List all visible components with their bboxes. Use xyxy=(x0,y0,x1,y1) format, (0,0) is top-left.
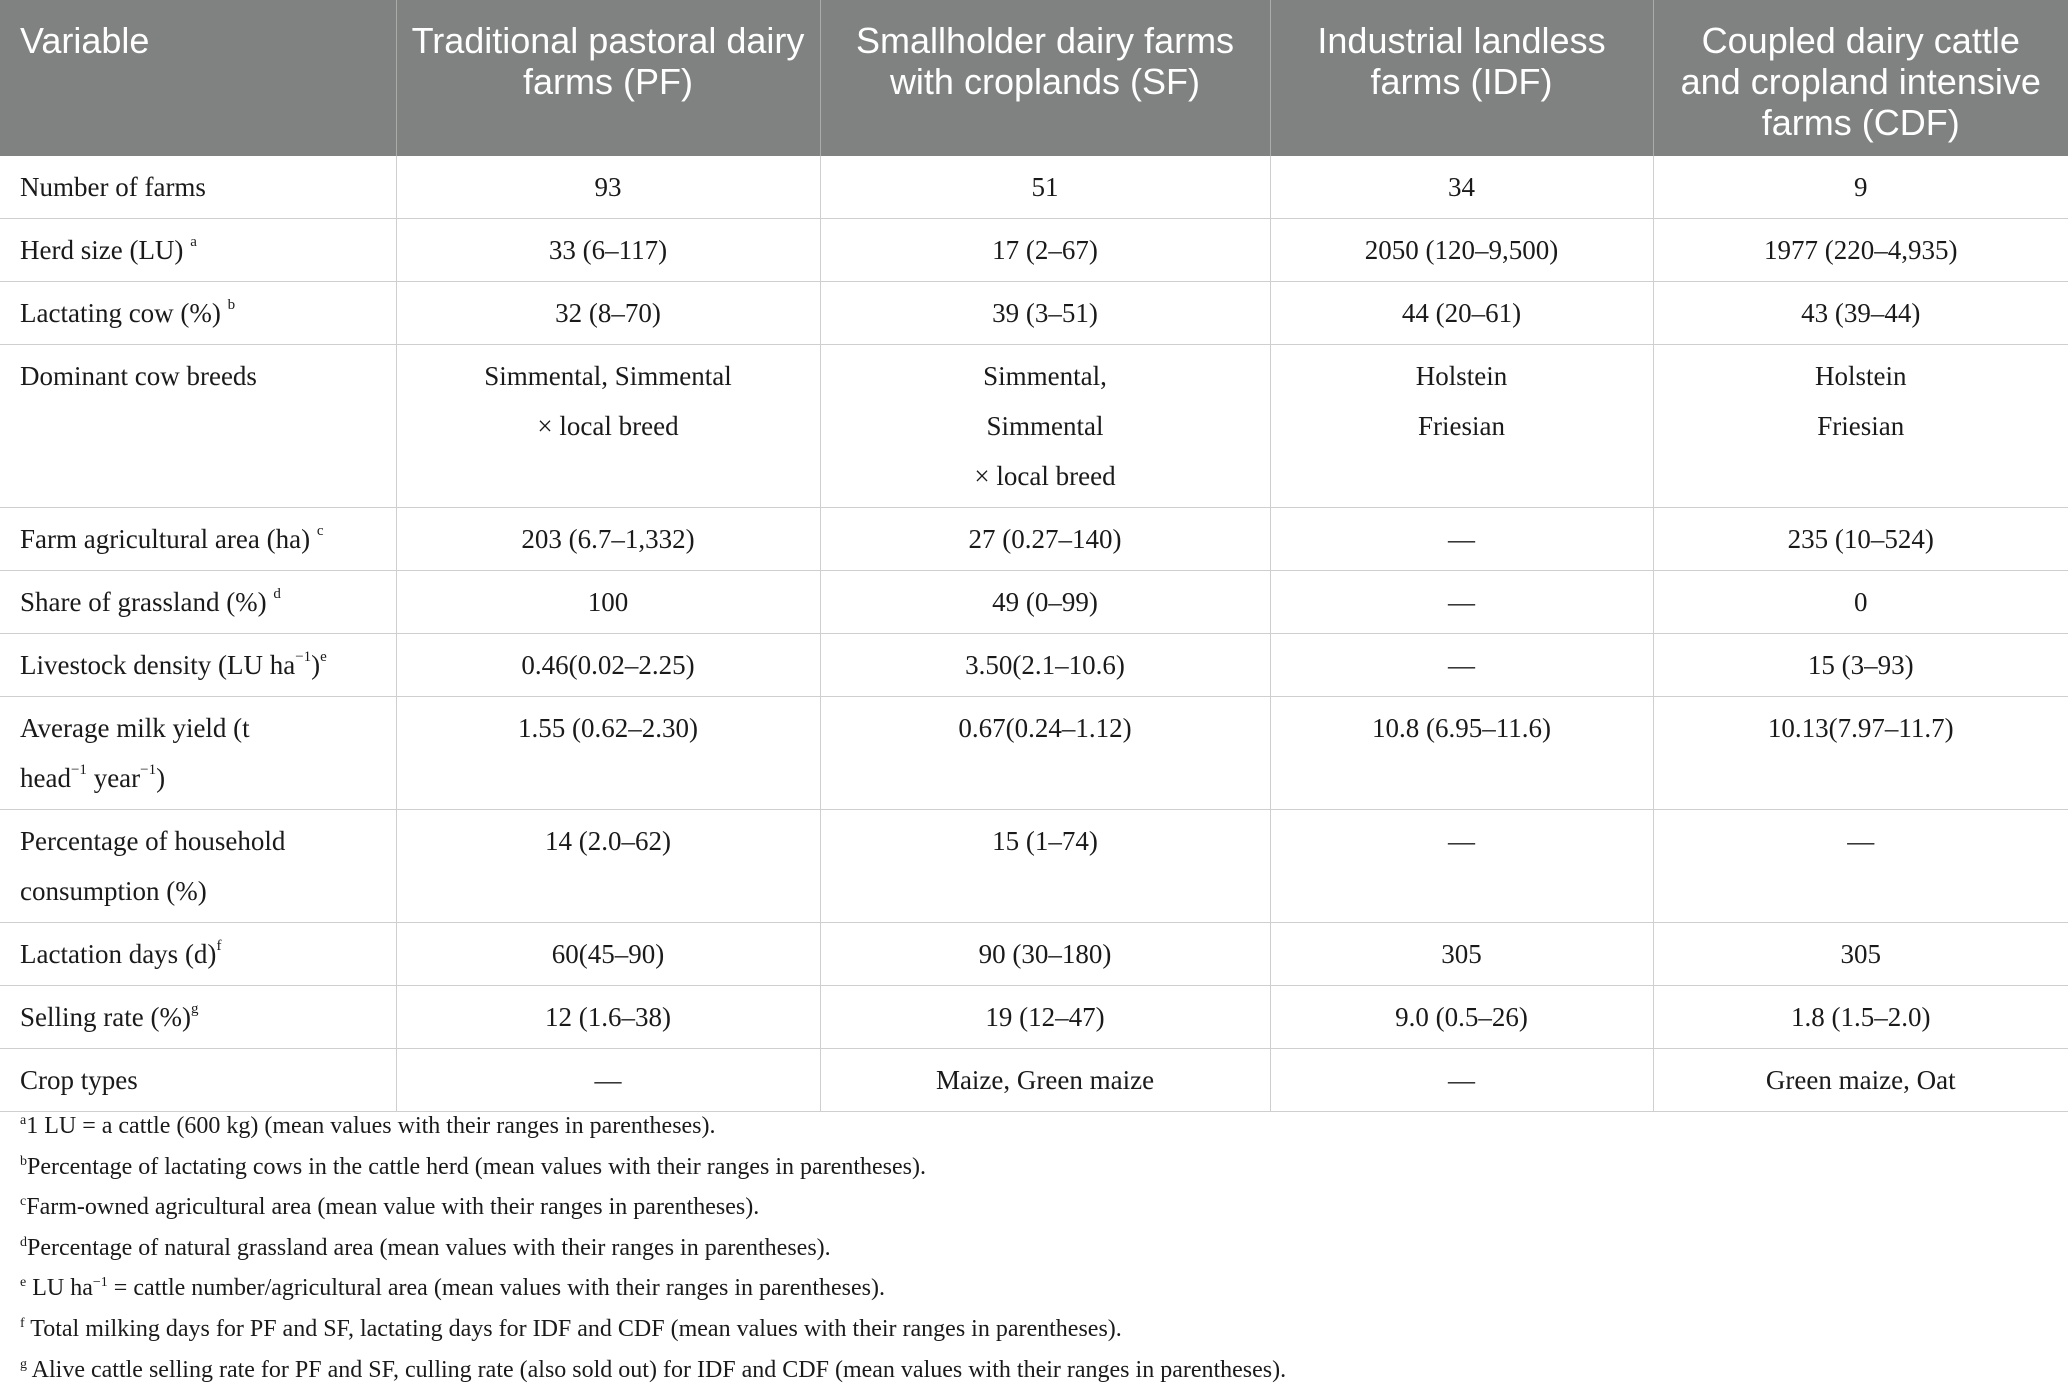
row-label-text: Crop types xyxy=(20,1065,138,1095)
row-label-text: Share of grassland (%) xyxy=(20,587,267,617)
table-row xyxy=(0,986,2068,1049)
header-text: Industrial landless farms (IDF) xyxy=(1317,20,1606,102)
table-cell: Holstein Friesian xyxy=(1653,345,2068,508)
header-pf xyxy=(396,0,820,156)
table-row xyxy=(0,634,2068,697)
table-cell: 27 (0.27–140) xyxy=(820,508,1270,571)
table-cell: 49 (0–99) xyxy=(820,571,1270,634)
row-label-text: Selling rate (%) xyxy=(20,1002,191,1032)
table-cell: 0 xyxy=(1653,571,2068,634)
row-label-text: Number of farms xyxy=(20,172,206,202)
footnote-mark: c xyxy=(20,1194,27,1210)
footnote-text: Farm-owned agricultural area (mean value with their ranges in parentheses). xyxy=(26,1194,760,1221)
table-cell: 2050 (120–9,500) xyxy=(1270,219,1653,282)
table-cell: 3.50(2.1–10.6) xyxy=(820,634,1270,697)
table-cell: 60(45–90) xyxy=(396,923,820,986)
footnote-text: 1 LU = a cattle (600 kg) (mean values with their ranges in parentheses). xyxy=(26,1113,716,1139)
footnote-text: Percentage of natural grassland area (mean values with their ranges in parentheses). xyxy=(27,1234,831,1261)
footnote-ref: c xyxy=(316,523,324,539)
header-sf xyxy=(820,0,1270,156)
row-label xyxy=(0,1049,396,1112)
table-cell: 19 (12–47) xyxy=(820,986,1270,1049)
table-cell: 1.8 (1.5–2.0) xyxy=(1653,986,2068,1049)
footnote-mark: d xyxy=(20,1234,27,1250)
header-cdf xyxy=(1653,0,2068,156)
footnote-mark: f xyxy=(20,1315,25,1331)
row-label xyxy=(0,219,396,282)
footnote xyxy=(20,1149,2050,1190)
table-cell: 203 (6.7–1,332) xyxy=(396,508,820,571)
table-cell: 1.55 (0.62–2.30) xyxy=(396,697,820,810)
footnote xyxy=(20,1108,2050,1149)
row-label-line2: consumption (%) xyxy=(20,876,207,906)
row-label xyxy=(0,810,396,923)
footnote-text: Total milking days for PF and SF, lactating days for IDF and CDF (mean values with their ranges in parentheses). xyxy=(24,1315,1122,1342)
table-cell: 10.13(7.97–11.7) xyxy=(1653,697,2068,810)
table-cell: 9 xyxy=(1653,156,2068,219)
table-cell: 0.46(0.02–2.25) xyxy=(396,634,820,697)
table-cell: 14 (2.0–62) xyxy=(396,810,820,923)
footnote-ref: d xyxy=(273,586,281,602)
row-label-text: Average milk yield (t xyxy=(20,713,250,743)
table-cell: 39 (3–51) xyxy=(820,282,1270,345)
row-label-text: Percentage of household xyxy=(20,826,286,856)
footnote-text: = cattle number/agricultural area (mean values with their ranges in parentheses). xyxy=(107,1275,885,1302)
row-label-text: Livestock density (LU ha xyxy=(20,650,296,680)
table-header-row xyxy=(0,0,2068,156)
header-variable xyxy=(0,0,396,156)
table-cell: 1977 (220–4,935) xyxy=(1653,219,2068,282)
table-cell: 15 (1–74) xyxy=(820,810,1270,923)
table-cell: — xyxy=(1270,810,1653,923)
row-label-text: Lactation days (d) xyxy=(20,939,217,969)
row-label-text: Herd size (LU) xyxy=(20,235,184,265)
table-cell: 17 (2–67) xyxy=(820,219,1270,282)
footnote-mark: a xyxy=(20,1113,27,1128)
table-cell: — xyxy=(1270,508,1653,571)
table-footnotes xyxy=(20,1108,2050,1392)
footnote-ref: a xyxy=(190,234,197,250)
table-row xyxy=(0,156,2068,219)
table-cell: 305 xyxy=(1653,923,2068,986)
table-row xyxy=(0,219,2068,282)
table-row xyxy=(0,810,2068,923)
table-cell: — xyxy=(1653,810,2068,923)
header-text: Variable xyxy=(20,20,150,61)
header-text: Smallholder dairy farms with croplands (SF) xyxy=(855,20,1235,102)
row-label-text: Lactating cow (%) xyxy=(20,298,221,328)
table-cell: — xyxy=(396,1049,820,1112)
footnote-text: Alive cattle selling rate for PF and SF, culling rate (also sold out) for IDF and CDF (mean values with their ranges in parentheses). xyxy=(27,1356,1287,1383)
row-label xyxy=(0,923,396,986)
table-cell: 305 xyxy=(1270,923,1653,986)
table-cell: — xyxy=(1270,571,1653,634)
row-label xyxy=(0,156,396,219)
footnote xyxy=(20,1270,2050,1311)
unit-exponent: −1 xyxy=(140,762,157,778)
footnote xyxy=(20,1352,2050,1392)
row-label xyxy=(0,634,396,697)
table-cell: — xyxy=(1270,634,1653,697)
row-label xyxy=(0,282,396,345)
row-label-line2: ) xyxy=(156,763,166,793)
footnote-mark: e xyxy=(20,1275,27,1291)
table-cell: 235 (10–524) xyxy=(1653,508,2068,571)
table-cell: 44 (20–61) xyxy=(1270,282,1653,345)
footnote-mark: b xyxy=(20,1153,27,1169)
table-cell: 51 xyxy=(820,156,1270,219)
table-cell: Simmental, Simmental × local breed xyxy=(396,345,820,508)
row-label-tail: ) xyxy=(311,650,321,680)
footnote xyxy=(20,1189,2050,1230)
footnote-text: Percentage of lactating cows in the cattle herd (mean values with their ranges in parentheses). xyxy=(27,1153,926,1180)
footnote-ref: f xyxy=(216,938,222,954)
table-row xyxy=(0,1049,2068,1112)
row-label-text: Farm agricultural area (ha) xyxy=(20,524,311,554)
table-row xyxy=(0,282,2068,345)
table-cell: Green maize, Oat xyxy=(1653,1049,2068,1112)
table-cell: Maize, Green maize xyxy=(820,1049,1270,1112)
table-row xyxy=(0,571,2068,634)
row-label-line2: head xyxy=(20,763,71,793)
unit-exponent: −1 xyxy=(70,762,87,778)
table-cell: 90 (30–180) xyxy=(820,923,1270,986)
table-cell: 43 (39–44) xyxy=(1653,282,2068,345)
table-cell: 32 (8–70) xyxy=(396,282,820,345)
header-text: Traditional pastoral dairy farms (PF) xyxy=(411,20,805,102)
footnote-ref: g xyxy=(190,1001,199,1017)
footnote xyxy=(20,1311,2050,1352)
table-cell: 33 (6–117) xyxy=(396,219,820,282)
table-cell: 12 (1.6–38) xyxy=(396,986,820,1049)
table-row xyxy=(0,345,2068,508)
table-row xyxy=(0,508,2068,571)
footnote-mark: g xyxy=(20,1356,27,1372)
footnote-ref: e xyxy=(320,649,327,665)
footnote xyxy=(20,1230,2050,1271)
table-cell: 9.0 (0.5–26) xyxy=(1270,986,1653,1049)
row-label-text: Dominant cow breeds xyxy=(20,361,257,391)
row-label-line2: year xyxy=(86,763,141,793)
table-cell: — xyxy=(1270,1049,1653,1112)
footnote-ref: b xyxy=(227,297,236,313)
header-idf xyxy=(1270,0,1653,156)
table-cell: Simmental, Simmental × local breed xyxy=(820,345,1270,508)
table-row xyxy=(0,923,2068,986)
table-cell: 34 xyxy=(1270,156,1653,219)
row-label xyxy=(0,697,396,810)
unit-exponent: −1 xyxy=(295,649,312,665)
unit-exponent: −1 xyxy=(92,1275,108,1291)
footnote-text: LU ha xyxy=(26,1275,93,1302)
table-cell: 0.67(0.24–1.12) xyxy=(820,697,1270,810)
table-cell: 10.8 (6.95–11.6) xyxy=(1270,697,1653,810)
table-cell: Holstein Friesian xyxy=(1270,345,1653,508)
header-text: Coupled dairy cattle and cropland intensive farms (CDF) xyxy=(1680,20,2041,143)
row-label xyxy=(0,986,396,1049)
table-row xyxy=(0,697,2068,810)
row-label xyxy=(0,508,396,571)
row-label xyxy=(0,345,396,508)
table-cell: 15 (3–93) xyxy=(1653,634,2068,697)
row-label xyxy=(0,571,396,634)
table-cell: 93 xyxy=(396,156,820,219)
table-cell: 100 xyxy=(396,571,820,634)
